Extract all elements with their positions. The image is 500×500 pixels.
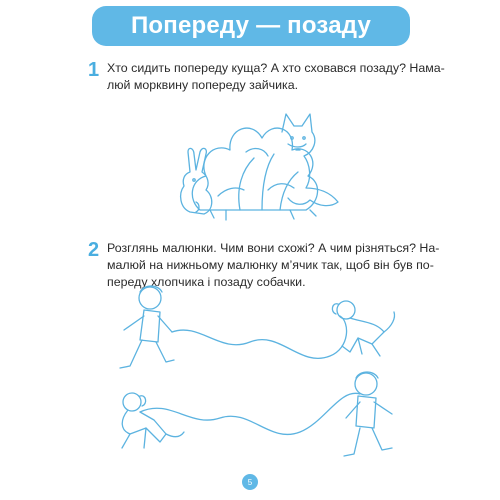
leash-icon — [172, 316, 347, 358]
leash-icon — [140, 393, 360, 434]
running-boy-icon — [344, 372, 392, 456]
fox-icon — [282, 114, 338, 206]
task-2-bottom-illustration — [110, 368, 400, 468]
task-2-line-3: переду хлопчика і позаду собачки. — [107, 275, 306, 289]
title-banner — [92, 6, 410, 46]
task-1-illustration — [170, 92, 350, 227]
task-1-line-1: Хто сидить попереду куща? А хто сховався позаду? Нама- — [107, 61, 445, 75]
task-2-line-2: малюй на нижньому малюнку м’ячик так, щоб він був по- — [107, 258, 434, 272]
page-title: Попереду — позаду — [130, 12, 372, 39]
task-1-number: 1 — [88, 59, 100, 81]
page-number: 5 — [242, 474, 258, 490]
task-2-line-1: Розглянь малюнки. Чим вони схожі? А чим різняться? На- — [107, 241, 440, 255]
task-1-line-2: люй морквину попереду зайчика. — [107, 78, 299, 92]
task-2-number: 2 — [88, 239, 100, 261]
task-2-top-illustration — [110, 282, 400, 378]
running-dog-icon — [122, 393, 184, 448]
task-1-text — [107, 60, 445, 94]
running-boy-icon — [120, 286, 174, 368]
